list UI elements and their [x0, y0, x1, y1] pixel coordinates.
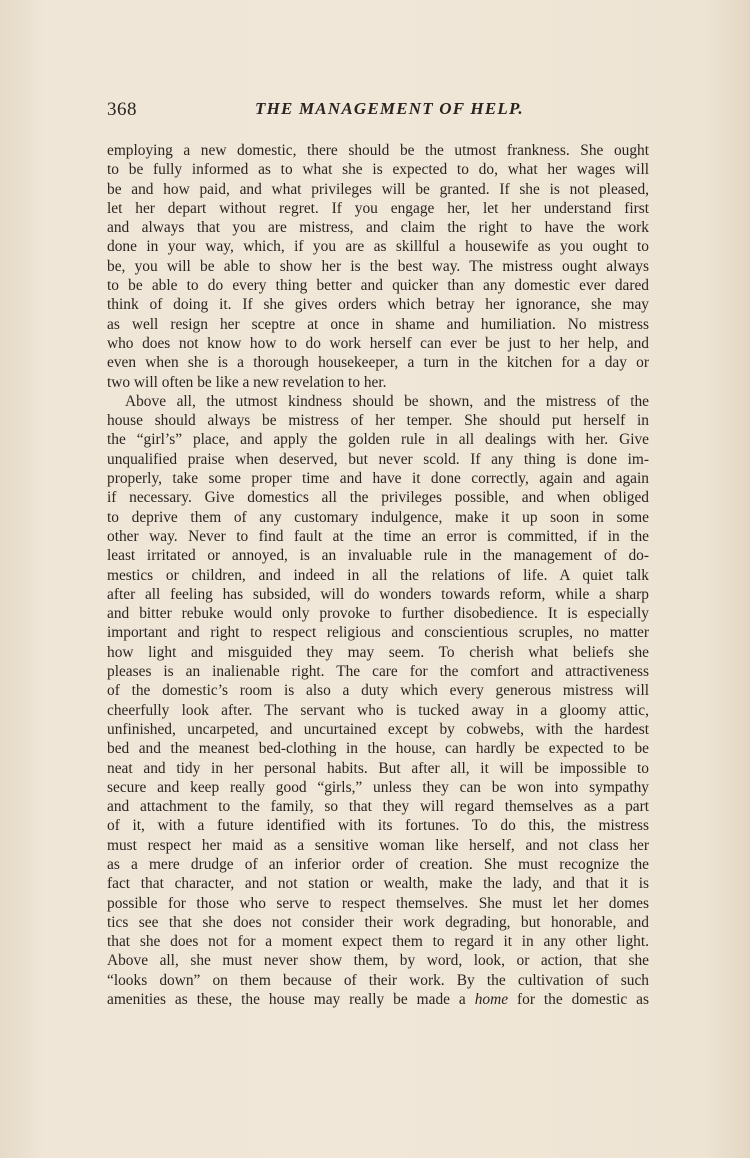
text-line: let her depart without regret. If you engage her, let her understand first — [107, 199, 649, 217]
text-line: the “girl’s” place, and apply the golden rule in all dealings with her. Give — [107, 431, 649, 449]
text-line: even when she is a thorough housekeeper, a turn in the kitchen for a day or — [107, 354, 649, 372]
text-line: done in your way, which, if you are as skillful a housewife as you ought to — [107, 238, 649, 256]
text-line: be, you will be able to show her is the best way. The mistress ought always — [107, 257, 649, 275]
running-head: THE MANAGEMENT OF HELP. — [255, 99, 524, 118]
text-line: as well resign her sceptre at once in shame and humiliation. No mistress — [107, 315, 649, 333]
text-line: if necessary. Give domestics all the privileges possible, and when obliged — [107, 489, 649, 507]
text-line: Above all, she must never show them, by word, look, or action, that she — [107, 952, 649, 970]
text-line: pleases is an inalienable right. The care for the comfort and attractiveness — [107, 663, 649, 681]
body-text — [107, 141, 649, 1009]
text-line: properly, take some proper time and have it done correctly, again and again — [107, 470, 649, 488]
emphasized-word: home — [474, 991, 509, 1009]
text-line: least irritated or annoyed, is an invaluable rule in the management of do- — [107, 547, 649, 565]
page-header — [107, 99, 649, 123]
text-line: tics see that she does not consider their work degrading, but honorable, and — [107, 913, 649, 931]
paragraph-end-line: two will often be like a new revelation to her. — [107, 373, 387, 391]
text-line: to deprive them of any customary indulgence, make it up soon in some — [107, 508, 649, 526]
text-line: cheerfully look after. The servant who is tucked away in a gloomy attic, — [107, 701, 649, 719]
text-line: that she does not for a moment expect them to regard it in any other light. — [107, 933, 649, 951]
text-line: other way. Never to find fault at the time an error is committed, if in the — [107, 527, 649, 545]
text-line: house should always be mistress of her temper. She should put herself in — [107, 412, 649, 430]
text-line: and always that you are mistress, and claim the right to have the work — [107, 219, 649, 237]
text-line: after all feeling has subsided, will do wonders towards reform, while a sharp — [107, 585, 649, 603]
text-line: to be fully informed as to what she is expected to do, what her wages will — [107, 161, 649, 179]
text-line: to be able to do every thing better and quicker than any domestic ever dared — [107, 277, 649, 295]
text-line: “looks down” on them because of their work. By the cultivation of such — [107, 971, 649, 989]
text-line: employing a new domestic, there should be the utmost frankness. She ought — [107, 142, 649, 159]
text-line: of it, with a future identified with its fortunes. To do this, the mistress — [107, 817, 649, 835]
final-line-end: for the domestic as — [508, 991, 649, 1009]
text-line: and bitter rebuke would only provoke to further disobedience. It is especially — [107, 605, 649, 623]
text-line: unfinished, uncarpeted, and uncurtained except by cobwebs, with the hardest — [107, 720, 649, 738]
text-line: mestics or children, and indeed in all the relations of life. A quiet talk — [107, 566, 649, 584]
final-text-line — [107, 990, 649, 1009]
text-line: and attachment to the family, so that they will regard themselves as a part — [107, 798, 649, 816]
text-line: be and how paid, and what privileges will be granted. If she is not pleased, — [107, 180, 649, 198]
text-line: think of doing it. If she gives orders which betray her ignorance, she may — [107, 296, 649, 314]
text-line: bed and the meanest bed-clothing in the house, can hardly be expected to be — [107, 740, 649, 758]
text-line: as a mere drudge of an inferior order of creation. She must recognize the — [107, 855, 649, 873]
text-line: possible for those who serve to respect themselves. She must let her domes — [107, 894, 649, 912]
text-line: secure and keep really good “girls,” unless they can be won into sympathy — [107, 778, 649, 796]
text-line: fact that character, and not station or wealth, make the lady, and that it is — [107, 875, 649, 893]
final-line-start: amenities as these, the house may really be made a — [107, 991, 475, 1009]
text-line: who does not know how to do work herself can ever be just to her help, and — [107, 334, 649, 352]
text-line: how light and misguided they may seem. To cherish what beliefs she — [107, 643, 649, 661]
text-line: important and right to respect religious and conscientious scruples, no matter — [107, 624, 649, 642]
text-line: neat and tidy in her personal habits. But after all, it will be impossible to — [107, 759, 649, 777]
page-number: 368 — [107, 99, 137, 120]
text-line: unqualified praise when deserved, but never scold. If any thing is done im- — [107, 450, 649, 468]
paragraph-first-line: Above all, the utmost kindness should be shown, and the mistress of the — [125, 392, 649, 410]
text-line: of the domestic’s room is also a duty which every generous mistress will — [107, 682, 649, 700]
text-line: must respect her maid as a sensitive woman like herself, and not class her — [107, 836, 649, 854]
